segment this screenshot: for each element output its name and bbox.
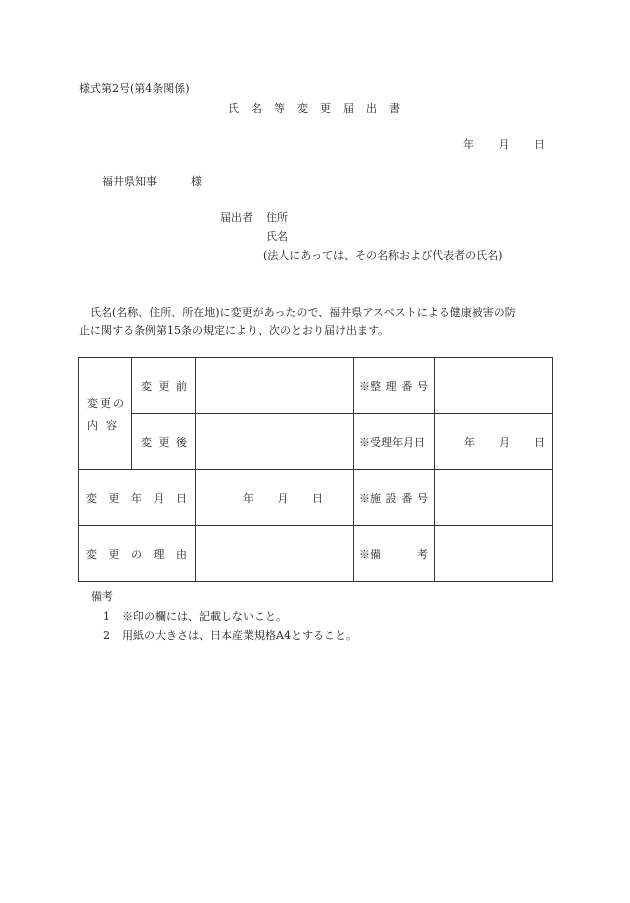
label-char: 月 [153,491,165,505]
change-date-value-cell[interactable] [196,470,354,526]
change-content-header [79,358,132,470]
label-char: 日 [176,491,187,505]
body-text-line-1: 氏名(名称、住所、所在地)に変更があったので、福井県アスベストによる健康被害の防 [90,306,516,319]
name-label: 氏名 [266,230,288,243]
title-char: 変 [297,102,308,115]
date-year: 年 [243,491,254,505]
label-char: 更 [158,435,170,449]
title-char: 氏 [228,102,239,115]
date-day: 日 [534,435,545,449]
table-row [79,526,553,582]
note-item [103,630,357,641]
note-text: 用紙の大きさは、日本産業規格A4とすること。 [122,629,357,642]
notes-heading: 備考 [91,590,113,603]
date-year: 年 [464,435,475,449]
label-char: 設 [385,491,397,505]
label-char: 変 [141,435,152,449]
label-char: 更 [158,379,170,393]
addressee-honorific: 様 [191,175,202,188]
label-char: 理 [385,379,397,393]
remarks-value-cell[interactable] [435,526,553,582]
facility-number-value-cell[interactable] [435,470,553,526]
ref-number-value-cell[interactable] [435,358,553,414]
label-char: 更 [100,396,111,410]
table-row [79,358,553,414]
note-number: 1 [103,610,110,623]
corporate-note: (法人にあっては、その名称および代表者の氏名) [263,249,503,262]
label-char: 前 [176,379,187,393]
label-char: 変 [86,491,97,505]
label-char: 更 [108,491,120,505]
label-char: の [131,547,142,561]
document-title [228,103,400,114]
after-label-cell [132,414,196,470]
addressee-name: 福井県知事 [102,175,157,188]
facility-number-label-cell [354,470,435,526]
note-number: 2 [103,629,110,642]
date-month: 月 [277,491,289,505]
received-date-value-cell[interactable] [435,414,553,470]
date-month: 月 [498,138,510,151]
label-char: 考 [417,547,428,561]
change-reason-label-cell [79,526,196,582]
label-char: ※備 [359,547,381,561]
label-char: 更 [108,547,120,561]
address-label: 住所 [266,211,288,224]
label-char: 変 [86,547,97,561]
before-label-cell [132,358,196,414]
received-date-label: ※受理年月日 [359,435,425,449]
date-year: 年 [463,138,474,151]
title-char: 書 [389,102,400,115]
after-value-cell[interactable] [196,414,354,470]
date-day: 日 [312,491,323,505]
label-char: ※整 [359,379,381,393]
label-char: 番 [401,491,413,505]
label-char: ※施 [359,491,381,505]
label-char: 内 [87,418,98,432]
label-char: 変 [141,379,152,393]
label-char: 容 [106,418,117,432]
note-item [103,611,287,622]
title-char: 更 [320,102,331,115]
title-char: 出 [366,102,377,115]
label-char: の [113,396,124,410]
label-char: 号 [416,491,428,505]
table-row [79,470,553,526]
applicant-label: 届出者 [220,211,253,224]
form-number: 様式第2号(第4条関係) [79,82,190,95]
title-char: 届 [343,102,354,115]
title-char: 名 [251,102,262,115]
label-char: 番 [401,379,413,393]
change-reason-value-cell[interactable] [196,526,354,582]
label-char: 理 [153,547,165,561]
before-value-cell[interactable] [196,358,354,414]
table-row [79,414,553,470]
label-char: 号 [416,379,428,393]
date-month: 月 [499,435,510,449]
label-char: 後 [176,435,187,449]
remarks-label-cell [354,526,435,582]
change-date-label-cell [79,470,196,526]
received-date-label-cell [354,414,435,470]
label-char: 変 [87,396,98,410]
submission-date [463,139,545,150]
label-char: 年 [131,491,142,505]
change-form-table [78,357,553,582]
note-text: ※印の欄には、記載しないこと。 [122,610,287,623]
addressee [102,176,202,187]
ref-number-label-cell [354,358,435,414]
body-text-line-2: 止に関する条例第15条の規定により、次のとおり届け出ます。 [79,324,390,337]
label-char: 由 [176,547,187,561]
title-char: 等 [274,102,285,115]
date-day: 日 [534,138,545,151]
